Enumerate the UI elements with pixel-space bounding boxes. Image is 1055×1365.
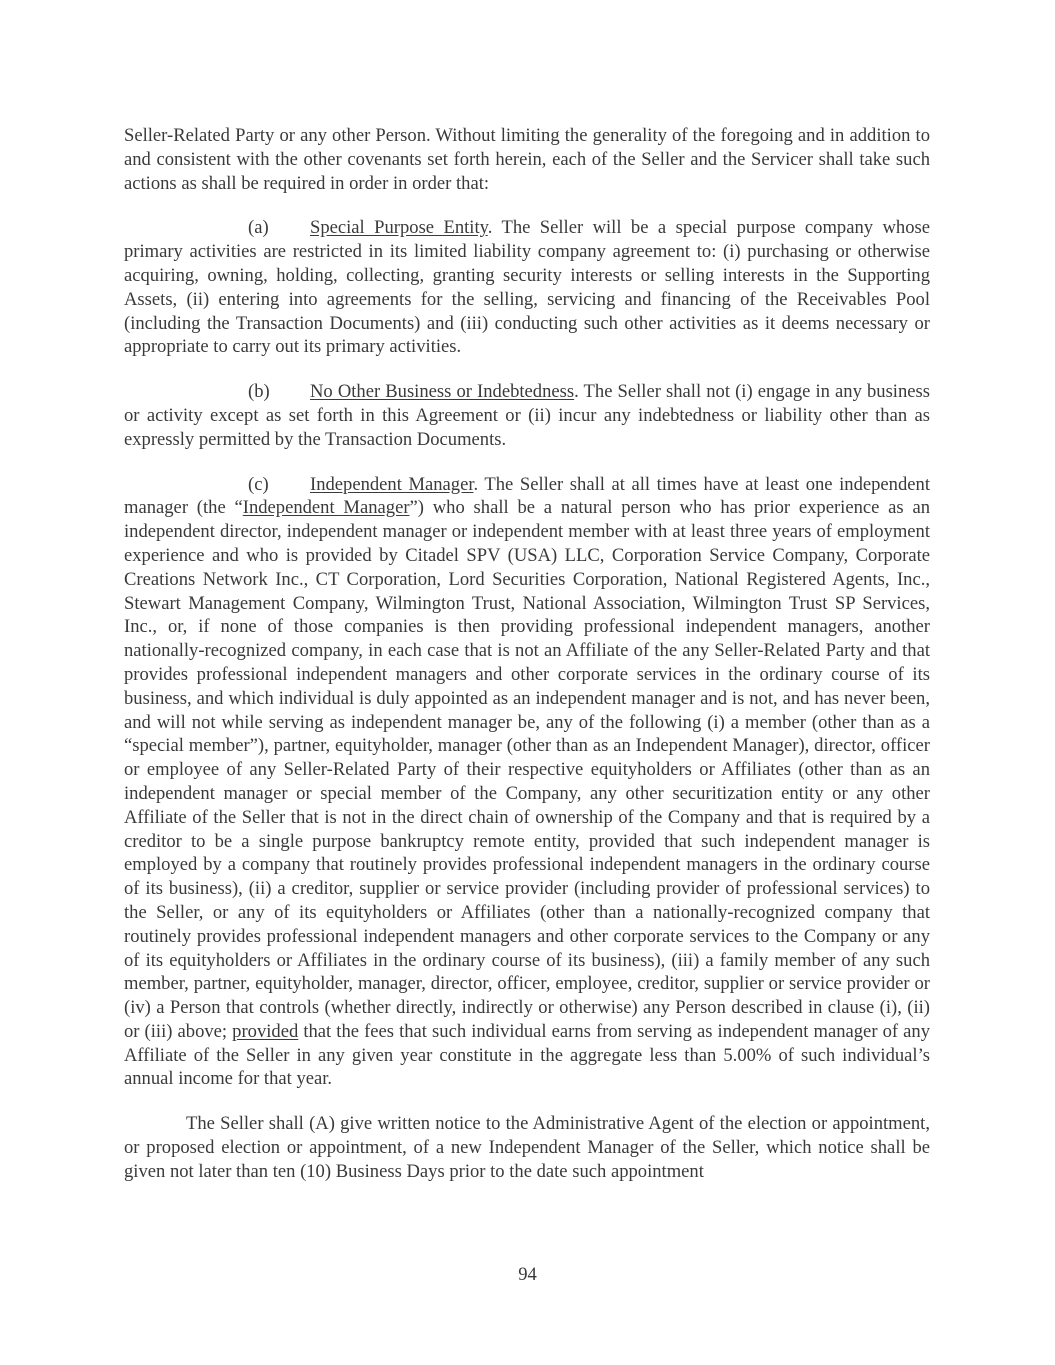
clause-c-text-3: that the fees that such individual earns from serving as independent manager of any Affiliate of the Seller in any given year constitute in the aggregate less than 5.00% of such individual’s annual income for that year.	[124, 1020, 930, 1090]
clause-b-heading: No Other Business or Indebtedness	[310, 381, 575, 403]
clause-c-text-1: . The Seller shall at all times have at least one independent manager (the “	[124, 473, 930, 519]
clause-a-text: . The Seller will be a special purpose company whose primary activities are restricted in its limited liability company agreement to: (i) purchasing or otherwise acquiring, owning, holding, collecting, granting security interests or selling interests in the Supporting Assets, (ii) entering into agreements for the selling, servicing and financing of the Receivables Pool (including the Transaction Documents) and (iii) conducting such other activities as it deems necessary or appropriate to carry out its primary activities.	[124, 217, 931, 358]
clause-c	[124, 473, 930, 1092]
closing-paragraph: The Seller shall (A) give written notice to the Administrative Agent of the election or appointment, or proposed election or appointment, of a new Independent Manager of the Seller, which notice shall be given not later than ten (10) Business Days prior to the date such appointment	[124, 1113, 930, 1182]
proviso-term: provided	[232, 1020, 299, 1042]
clause-a-heading: Special Purpose Entity	[310, 217, 488, 239]
clause-c-text-2: ”) who shall be a natural person who has prior experience as an independent director, independent manager or independent member with at least three years of employment experience and who is provided by Citadel SPV (USA) LLC, Corporation Service Company, Corporate Creations Network Inc., CT Corporation, Lord Securities Corporation, National Registered Agents, Inc., Stewart Management Company, Wilmington Trust, National Association, Wilmington Trust SP Services, Inc., or, if none of those companies is then providing professional independent managers, another nationally-recognized company, in each case that is not an Affiliate of the any Seller-Related Party and that provides professional independent managers and other corporate services in the ordinary course of its business, and which individual is duly appointed as an independent manager and is not, and has never been, and will not while serving as independent manager be, any of the following (i) a member (other than as a “special member”), partner, equityholder, manager (other than as an Independent Manager), director, officer or employee of any Seller-Related Party of their respective equityholders or Affiliates (other than as an independent manager or special member of the Company, any other securitization entity or any other Affiliate of the Seller that is not in the direct chain of ownership of the Company and that is required by a creditor to be a single purpose bankruptcy remote entity, provided that such independent manager is employed by a company that routinely provides professional independent managers in the ordinary course of its business), (ii) a creditor, supplier or service provider (including provider of professional services) to the Seller, or any of its equityholders or Affiliates (other than a nationally-recognized company that routinely provides professional independent managers and other corporate services to the Company or any of its equityholders or Affiliates in the ordinary course of its business), (iii) a family member of any such member, partner, equityholder, manager, director, officer, employee, creditor, supplier or service provider or (iv) a Person that controls (whether directly, indirectly or otherwise) any Person described in clause (i), (ii) or (iii) above;	[124, 497, 931, 1042]
page-number: 94	[518, 1264, 537, 1285]
clause-b	[124, 380, 930, 451]
clause-b-text: . The Seller shall not (i) engage in any business or activity except as set forth in this Agreement or (ii) incur any indebtedness or liability other than as expressly permitted by the Transaction Documents.	[124, 381, 930, 450]
clause-c-number: (c)	[248, 473, 269, 495]
clause-b-number: (b)	[248, 381, 270, 403]
clause-a-number: (a)	[248, 217, 269, 239]
document-page	[124, 124, 930, 1205]
defined-term-independent-manager: Independent Manager	[242, 497, 410, 519]
intro-paragraph: Seller-Related Party or any other Person. Without limiting the generality of the foregoing and in addition to and consistent with the other covenants set forth herein, each of the Seller and the Servicer shall take such actions as shall be required in order in order that:	[124, 125, 930, 194]
clause-a	[124, 216, 930, 359]
clause-c-heading: Independent Manager	[310, 473, 474, 495]
